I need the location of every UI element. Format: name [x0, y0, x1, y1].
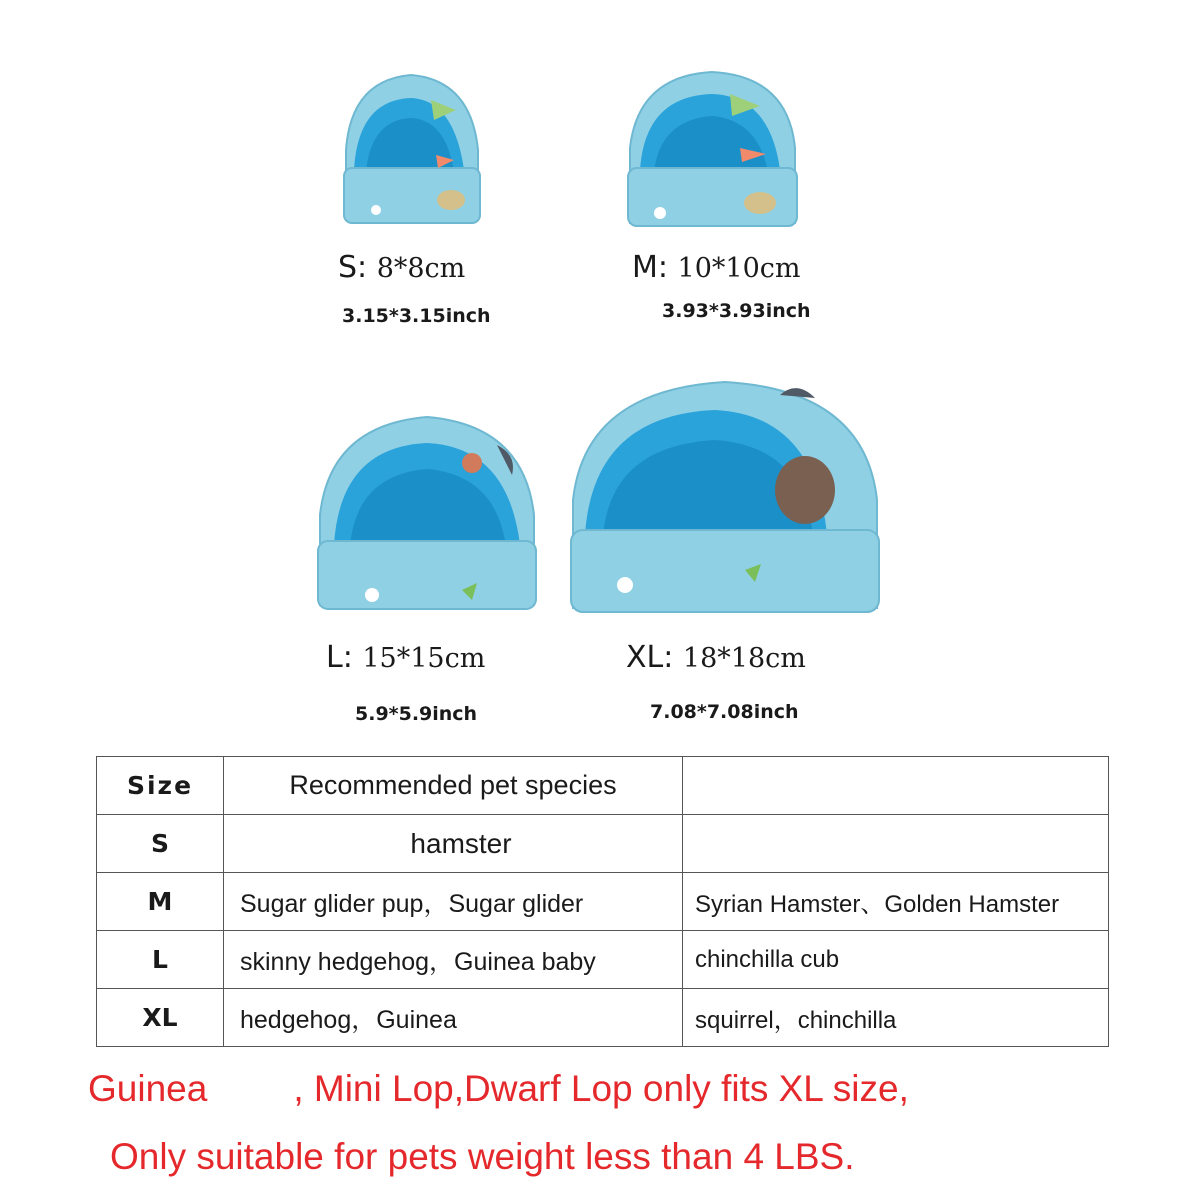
header-size: Size — [97, 757, 224, 815]
inch-label-l: 5.9*5.9inch — [355, 703, 478, 725]
cell-species: skinny hedgehog，Guinea baby — [224, 931, 683, 989]
size-code: M: — [632, 250, 668, 285]
table-row — [97, 873, 1109, 931]
size-dimension: 18*18cm — [682, 643, 806, 674]
cell-species: hamster — [224, 815, 683, 873]
size-dimension: 15*15cm — [362, 643, 486, 674]
cell-size: M — [97, 873, 224, 931]
inch-label-s: 3.15*3.15inch — [342, 305, 491, 327]
notice-line-2: Only suitable for pets weight less than 4 LBS. — [110, 1136, 855, 1177]
cell-size: L — [97, 931, 224, 989]
size-label-xl — [626, 640, 806, 675]
size-recommendation-table — [96, 756, 1109, 1047]
notice-line-1-end: , Mini Lop,Dwarf Lop only fits XL size, — [293, 1068, 909, 1109]
table-row — [97, 815, 1109, 873]
cell-size: XL — [97, 989, 224, 1047]
size-dimension: 8*8cm — [376, 253, 466, 284]
cell-extra: squirrel，chinchilla — [683, 989, 1109, 1047]
pet-bed-image-xl — [565, 360, 885, 620]
size-dimension: 10*10cm — [677, 253, 801, 284]
table-row — [97, 931, 1109, 989]
cell-extra: Syrian Hamster、Golden Hamster — [683, 873, 1109, 931]
cell-species: Sugar glider pup，Sugar glider — [224, 873, 683, 931]
cell-size: S — [97, 815, 224, 873]
cell-species: hedgehog，Guinea — [224, 989, 683, 1047]
table-header-row — [97, 757, 1109, 815]
notice-line-1-start: Guinea — [88, 1068, 208, 1109]
size-code: L: — [326, 640, 353, 675]
cell-extra: chinchilla cub — [683, 931, 1109, 989]
inch-label-m: 3.93*3.93inch — [662, 300, 811, 322]
pet-bed-image-m — [620, 58, 805, 238]
header-species: Recommended pet species — [224, 757, 683, 815]
notice-line-1 — [88, 1068, 1200, 1110]
size-label-s — [338, 250, 465, 285]
pet-bed-image-l — [312, 405, 542, 620]
pet-bed-image-s — [336, 60, 486, 235]
table-row — [97, 989, 1109, 1047]
cell-extra — [683, 815, 1109, 873]
header-extra — [683, 757, 1109, 815]
inch-label-xl: 7.08*7.08inch — [650, 701, 799, 723]
size-label-l — [326, 640, 485, 675]
size-label-m — [632, 250, 800, 285]
size-code: S: — [338, 250, 368, 285]
size-code: XL: — [626, 640, 674, 675]
